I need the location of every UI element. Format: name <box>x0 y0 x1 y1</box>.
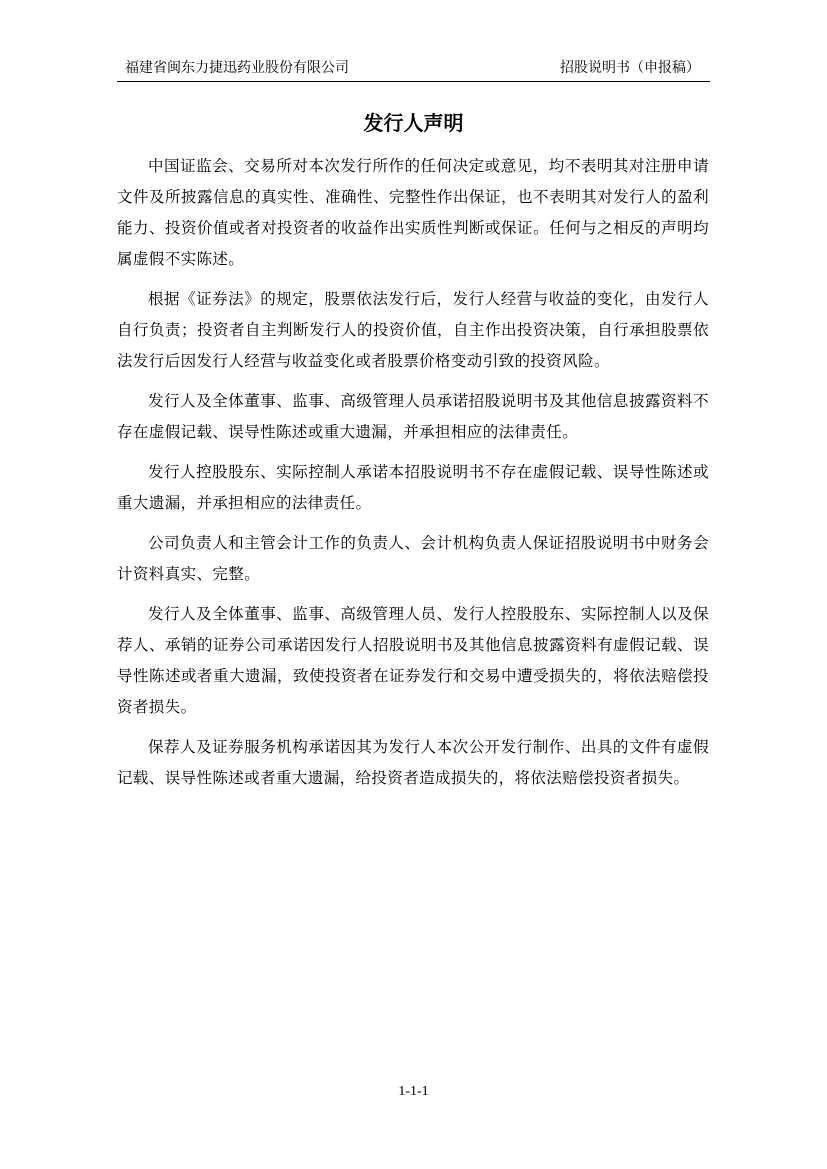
page-title: 发行人声明 <box>363 111 464 135</box>
declaration-paragraph: 中国证监会、交易所对本次发行所作的任何决定或意见，均不表明其对注册申请文件及所披露信息的真实性、准确性、完整性作出保证，也不表明其对发行人的盈利能力、投资价值或者对投资者的收益作出实质性判断或保证。任何与之相反的声明均属虚假不实陈述。 <box>117 157 709 268</box>
declaration-paragraph: 公司负责人和主管会计工作的负责人、会计机构负责人保证招股说明书中财务会计资料真实、完整。 <box>117 534 709 583</box>
page-header <box>117 58 710 82</box>
declaration-paragraph: 发行人及全体董事、监事、高级管理人员承诺招股说明书及其他信息披露资料不存在虚假记载、误导性陈述或重大遗漏，并承担相应的法律责任。 <box>117 392 709 441</box>
declaration-paragraph: 根据《证券法》的规定，股票依法发行后，发行人经营与收益的变化，由发行人自行负责；投资者自主判断发行人的投资价值，自主作出投资决策，自行承担股票依法发行后因发行人经营与收益变化或者股票价格变动引致的投资风险。 <box>117 290 709 370</box>
header-document-type: 招股说明书（申报稿） <box>560 60 700 76</box>
declaration-paragraph: 发行人及全体董事、监事、高级管理人员、发行人控股股东、实际控制人以及保荐人、承销的证券公司承诺因发行人招股说明书及其他信息披露资料有虚假记载、误导性陈述或者重大遗漏，致使投资者在证券发行和交易中遭受损失的，将依法赔偿投资者损失。 <box>117 605 709 716</box>
declaration-paragraph: 保荐人及证券服务机构承诺因其为发行人本次公开发行制作、出具的文件有虚假记载、误导性陈述或者重大遗漏，给投资者造成损失的，将依法赔偿投资者损失。 <box>117 738 709 787</box>
declaration-paragraph: 发行人控股股东、实际控制人承诺本招股说明书不存在虚假记载、误导性陈述或重大遗漏，并承担相应的法律责任。 <box>117 463 709 512</box>
declaration-body <box>117 151 709 803</box>
header-company-name: 福建省闽东力捷迅药业股份有限公司 <box>125 60 349 76</box>
page-number: 1-1-1 <box>398 1084 429 1099</box>
